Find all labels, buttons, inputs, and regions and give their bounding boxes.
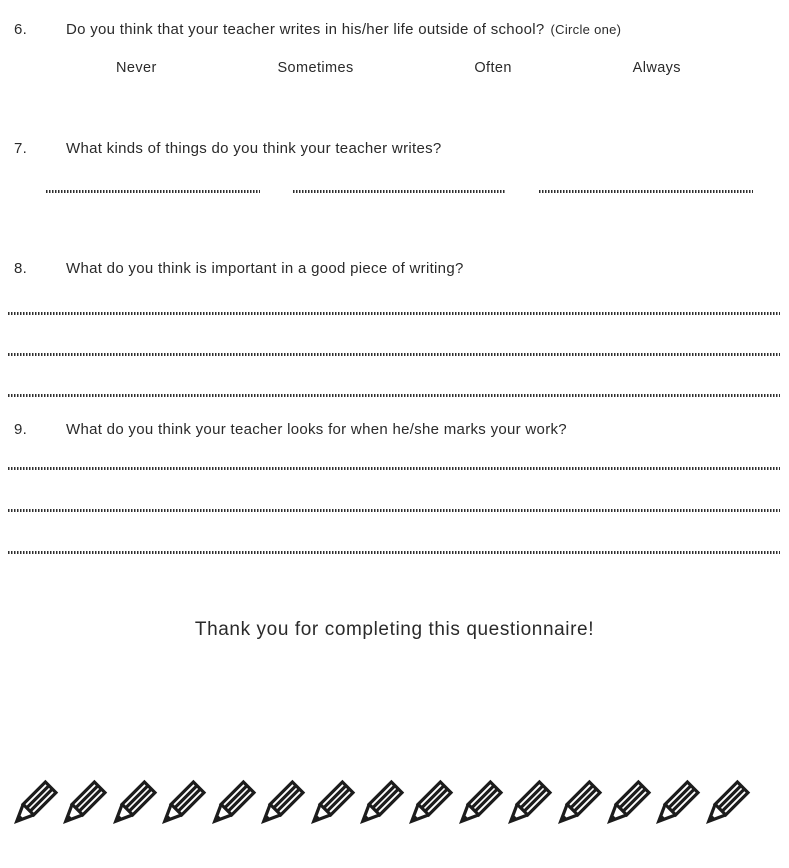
question-9 (0, 420, 789, 593)
question-7-number: 7. (14, 140, 28, 157)
question-6-text: Do you think that your teacher writes in his/her life outside of school? (66, 21, 545, 38)
option-never[interactable]: Never (116, 60, 157, 76)
option-often[interactable]: Often (474, 60, 512, 76)
answer-line[interactable] (8, 509, 780, 512)
question-9-text: What do you think your teacher looks for when he/she marks your work? (66, 421, 567, 438)
pencil-icon (12, 776, 60, 828)
closing-message: Thank you for completing this questionnaire! (194, 619, 595, 640)
pencil-icon (506, 776, 554, 828)
question-6-number: 6. (14, 21, 28, 38)
pencil-icon (259, 776, 307, 828)
answer-blank[interactable] (46, 190, 260, 193)
question-8-number: 8. (14, 260, 28, 277)
pencil-icon (407, 776, 455, 828)
answer-options-row (116, 60, 681, 77)
answer-lines-q8 (8, 312, 780, 397)
circle-one-hint: (Circle one) (550, 22, 622, 37)
question-7 (0, 139, 789, 193)
pencil-icon (556, 776, 604, 828)
pencil-icon (457, 776, 505, 828)
answer-line[interactable] (8, 551, 780, 554)
pencil-decoration-row (12, 776, 752, 828)
answer-line[interactable] (8, 312, 780, 315)
pencil-icon (160, 776, 208, 828)
pencil-icon (654, 776, 702, 828)
pencil-icon (309, 776, 357, 828)
short-answer-blanks (46, 190, 753, 193)
question-7-row (0, 139, 789, 158)
question-6 (0, 20, 789, 77)
pencil-icon (61, 776, 109, 828)
answer-line[interactable] (8, 353, 780, 356)
question-8-text: What do you think is important in a good piece of writing? (66, 260, 464, 277)
pencil-icon (111, 776, 159, 828)
question-9-row (0, 420, 789, 439)
pencil-icon (210, 776, 258, 828)
question-8-row (0, 259, 789, 278)
question-8 (0, 259, 789, 435)
pencil-icon (358, 776, 406, 828)
pencil-icon (605, 776, 653, 828)
question-7-text: What kinds of things do you think your teacher writes? (66, 140, 442, 157)
option-always[interactable]: Always (632, 60, 681, 76)
question-6-row (0, 20, 789, 39)
question-9-number: 9. (14, 421, 28, 438)
pencil-icon (704, 776, 752, 828)
answer-blank[interactable] (539, 190, 753, 193)
answer-lines-q9 (8, 467, 780, 554)
option-sometimes[interactable]: Sometimes (277, 60, 354, 76)
answer-line[interactable] (8, 467, 780, 470)
answer-line[interactable] (8, 394, 780, 397)
answer-blank[interactable] (293, 190, 507, 193)
